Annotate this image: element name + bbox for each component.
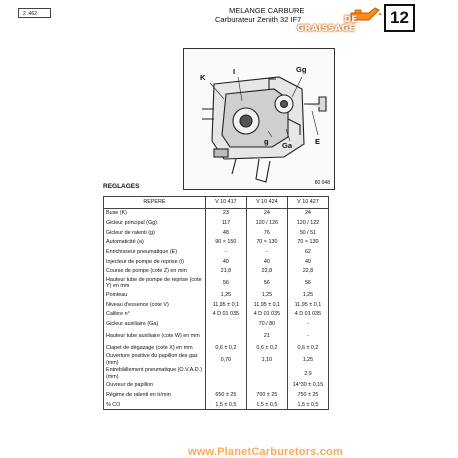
- callout-gg: Gg: [296, 65, 307, 74]
- row-value-v10427: 2,9: [287, 367, 328, 381]
- row-value-v10424: 1,25: [246, 290, 287, 300]
- row-value-v10417: 1,5 ± 0,5: [205, 400, 246, 410]
- chapter-number: 12: [384, 4, 415, 32]
- column-header-v10417: V 10 417: [205, 197, 246, 209]
- row-value-v10424: 1,5 ± 0,5: [246, 400, 287, 410]
- row-value-v10417: [205, 329, 246, 343]
- row-value-v10424: 700 ± 25: [246, 390, 287, 400]
- figure-number: 80 048: [314, 180, 330, 186]
- row-value-v10424: -: [246, 247, 287, 257]
- row-value-v10424: 120 / 126: [246, 218, 287, 228]
- table-row: [104, 300, 329, 310]
- row-value-v10417: 40: [205, 257, 246, 267]
- table-row: [104, 367, 329, 381]
- row-label: Entrebâillement pneumatique (O.V.A.D.) (mm): [104, 367, 206, 381]
- table-row: [104, 400, 329, 410]
- row-label: % CO: [104, 400, 206, 410]
- row-value-v10424: 4 D 01 035: [246, 310, 287, 320]
- row-value-v10424: [246, 367, 287, 381]
- row-label: Clapet de dégazage (cote X) en mm: [104, 343, 206, 353]
- row-value-v10427: 14°30 ± 0,15: [287, 381, 328, 391]
- reglages-title: REGLAGES: [103, 183, 140, 190]
- row-value-v10424: 22,8: [246, 267, 287, 277]
- carburetor-illustration: [184, 49, 334, 189]
- table-row: [104, 276, 329, 290]
- section-subtitle: Carburateur Zenith 32 IF7: [215, 15, 302, 24]
- table-row: [104, 390, 329, 400]
- table-row: [104, 247, 329, 257]
- row-label: Injecteur de pompe de reprise (i): [104, 257, 206, 267]
- row-value-v10417: [205, 319, 246, 329]
- row-value-v10424: 56: [246, 276, 287, 290]
- row-value-v10424: 70 / 80: [246, 319, 287, 329]
- carburetor-diagram: [183, 48, 335, 190]
- table-row: [104, 228, 329, 238]
- page-reference: 2 .462: [18, 8, 51, 18]
- callout-g: g: [264, 137, 269, 146]
- row-label: Ouverture positive du papillon des gaz (mm): [104, 353, 206, 367]
- row-label: Pointeau: [104, 290, 206, 300]
- row-label: Course de pompe (cote Z) en mm: [104, 267, 206, 277]
- row-value-v10427: -: [287, 319, 328, 329]
- row-value-v10417: [205, 381, 246, 391]
- row-label: Enrichisseur pneumatique (E): [104, 247, 206, 257]
- table-row: [104, 381, 329, 391]
- column-header-repere: REPERE: [104, 197, 206, 209]
- table-row: [104, 319, 329, 329]
- settings-table: [103, 196, 329, 410]
- row-value-v10427: 120 / 122: [287, 218, 328, 228]
- table-row: [104, 329, 329, 343]
- table-header-row: [104, 197, 329, 209]
- row-label: Régime de ralenti en tr/min: [104, 390, 206, 400]
- table-body: [104, 209, 329, 410]
- row-value-v10417: 11,95 ± 0,1: [205, 300, 246, 310]
- row-label: Gicleur auxiliaire (Ga): [104, 319, 206, 329]
- row-value-v10427: 11,95 ± 0,1: [287, 300, 328, 310]
- row-value-v10417: 650 ± 25: [205, 390, 246, 400]
- row-value-v10427: 750 ± 25: [287, 390, 328, 400]
- callout-e: E: [315, 137, 321, 146]
- watermark: www.PlanetCarburetors.com: [188, 446, 343, 458]
- row-value-v10424: 21: [246, 329, 287, 343]
- row-value-v10427: 50 / 51: [287, 228, 328, 238]
- row-value-v10417: 117: [205, 218, 246, 228]
- row-value-v10417: 0,6 ± 0,2: [205, 343, 246, 353]
- row-value-v10424: 76: [246, 228, 287, 238]
- callout-ga: Ga: [282, 141, 293, 150]
- row-value-v10424: 70 × 130: [246, 238, 287, 248]
- row-label: Niveau d'essence (cote V): [104, 300, 206, 310]
- table-row: [104, 257, 329, 267]
- graissage-logo: [293, 4, 383, 34]
- row-label: Ouvreur de papillon: [104, 381, 206, 391]
- row-value-v10427: 1,5 ± 0,5: [287, 400, 328, 410]
- row-label: Hauteur tube auxiliaire (cote W) en mm: [104, 329, 206, 343]
- row-value-v10427: -: [287, 329, 328, 343]
- row-value-v10427: 0,6 ± 0,2: [287, 343, 328, 353]
- column-header-v10427: V 10 427: [287, 197, 328, 209]
- row-label: Gicleur de ralenti (g): [104, 228, 206, 238]
- row-value-v10417: 23: [205, 209, 246, 219]
- row-label: Buse (K): [104, 209, 206, 219]
- row-label: Hauteur tube de pompe de reprise (cote Y) en mm: [104, 276, 206, 290]
- row-value-v10427: 70 × 130: [287, 238, 328, 248]
- row-value-v10417: 1,25: [205, 290, 246, 300]
- row-value-v10427: 1,25: [287, 290, 328, 300]
- row-value-v10427: 40: [287, 257, 328, 267]
- table-row: [104, 209, 329, 219]
- row-value-v10417: 90 × 150: [205, 238, 246, 248]
- table-row: [104, 218, 329, 228]
- table-row: [104, 267, 329, 277]
- row-value-v10427: 4 D 01 035: [287, 310, 328, 320]
- row-value-v10427: 62: [287, 247, 328, 257]
- row-value-v10417: [205, 367, 246, 381]
- row-value-v10417: 4 D 01 035: [205, 310, 246, 320]
- row-value-v10417: 21,8: [205, 267, 246, 277]
- row-value-v10424: 0,6 ± 0,2: [246, 343, 287, 353]
- table-row: [104, 353, 329, 367]
- logo-line1: DE: [344, 15, 358, 25]
- row-label: Calibre n°: [104, 310, 206, 320]
- row-value-v10424: 11,95 ± 0,1: [246, 300, 287, 310]
- page-header: [215, 6, 304, 24]
- row-value-v10424: [246, 381, 287, 391]
- column-header-v10424: V 10 424: [246, 197, 287, 209]
- row-value-v10424: 40: [246, 257, 287, 267]
- row-value-v10417: 0,70: [205, 353, 246, 367]
- row-value-v10424: 24: [246, 209, 287, 219]
- row-value-v10427: 56: [287, 276, 328, 290]
- table-row: [104, 310, 329, 320]
- table-row: [104, 343, 329, 353]
- row-value-v10424: 1,10: [246, 353, 287, 367]
- row-label: Gicleur principal (Gg): [104, 218, 206, 228]
- logo-line2: GRAISSAGE: [297, 24, 356, 34]
- row-value-v10427: 22,8: [287, 267, 328, 277]
- row-value-v10417: -: [205, 247, 246, 257]
- callout-k: K: [200, 73, 206, 82]
- table-row: [104, 290, 329, 300]
- section-title: MELANGE CARBURE: [229, 6, 305, 15]
- row-value-v10417: 48: [205, 228, 246, 238]
- table-row: [104, 238, 329, 248]
- row-value-v10427: 1,25: [287, 353, 328, 367]
- row-value-v10427: 24: [287, 209, 328, 219]
- row-label: Automaticité (a): [104, 238, 206, 248]
- callout-i: I: [233, 67, 236, 76]
- row-value-v10417: 56: [205, 276, 246, 290]
